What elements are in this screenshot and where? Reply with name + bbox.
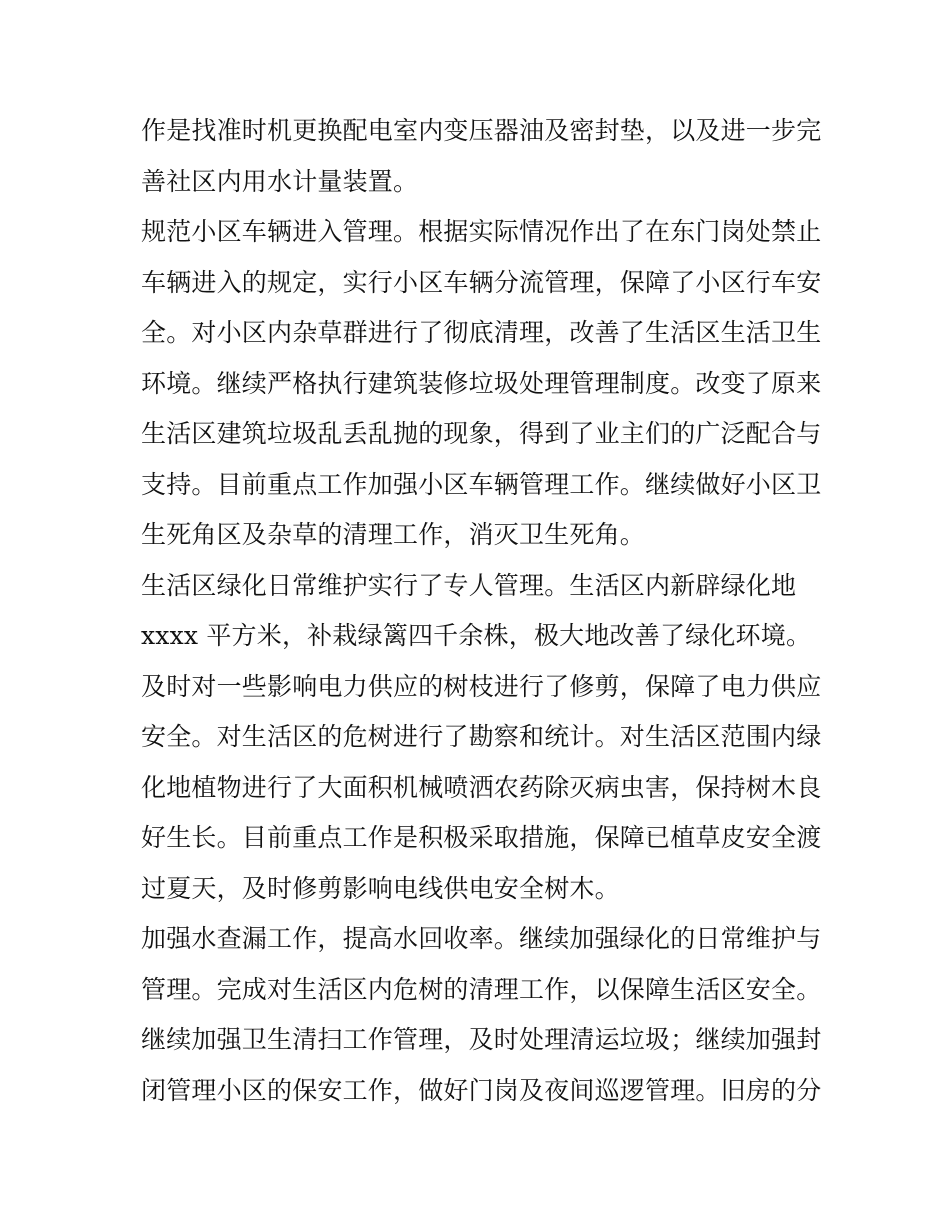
text-line-16: 过夏天，及时修剪影响电线供电安全树木。 <box>141 873 620 903</box>
text-line-13: 安全。对生活区的危树进行了勘察和统计。对生活区范围内绿 <box>141 722 822 751</box>
text-line-20: 闭管理小区的保安工作，做好门岗及夜间巡逻管理。旧房的分 <box>141 1075 822 1105</box>
text-line-10: 生活区绿化日常维护实行了专人管理。生活区内新辟绿化地 <box>141 570 797 600</box>
text-line-1: 作是找准时机更换配电室内变压器油及密封垫，以及进一步完 <box>141 116 822 145</box>
text-line-2: 善社区内用水计量装置。 <box>141 166 419 196</box>
text-line-17: 加强水查漏工作，提高水回收率。继续加强绿化的日常维护与 <box>141 924 822 953</box>
body-text <box>141 106 831 1116</box>
text-line-19: 继续加强卫生清扫工作管理，及时处理清运垃圾；继续加强封 <box>141 1025 822 1054</box>
text-line-5: 全。对小区内杂草群进行了彻底清理，改善了生活区生活卫生 <box>141 318 822 347</box>
text-line-8: 支持。目前重点工作加强小区车辆管理工作。继续做好小区卫 <box>141 469 822 499</box>
text-line-18: 管理。完成对生活区内危树的清理工作，以保障生活区安全。 <box>141 974 822 1004</box>
text-line-6: 环境。继续严格执行建筑装修垃圾处理管理制度。改变了原来 <box>141 368 822 398</box>
text-line-9: 生死角区及杂草的清理工作，消灭卫生死角。 <box>141 520 646 549</box>
text-line-15: 好生长。目前重点工作是积极采取措施，保障已植草皮安全渡 <box>141 823 822 852</box>
text-line-11: xxxx 平方米，补栽绿篱四千余株，极大地改善了绿化环境。 <box>141 621 812 650</box>
text-line-14: 化地植物进行了大面积机械喷洒农药除灭病虫害，保持树木良 <box>141 772 822 802</box>
text-line-4: 车辆进入的规定，实行小区车辆分流管理，保障了小区行车安 <box>141 267 822 297</box>
text-line-12: 及时对一些影响电力供应的树枝进行了修剪，保障了电力供应 <box>141 671 822 701</box>
text-line-7: 生活区建筑垃圾乱丢乱抛的现象，得到了业主们的广泛配合与 <box>141 419 822 448</box>
text-line-3: 规范小区车辆进入管理。根据实际情况作出了在东门岗处禁止 <box>141 217 822 246</box>
